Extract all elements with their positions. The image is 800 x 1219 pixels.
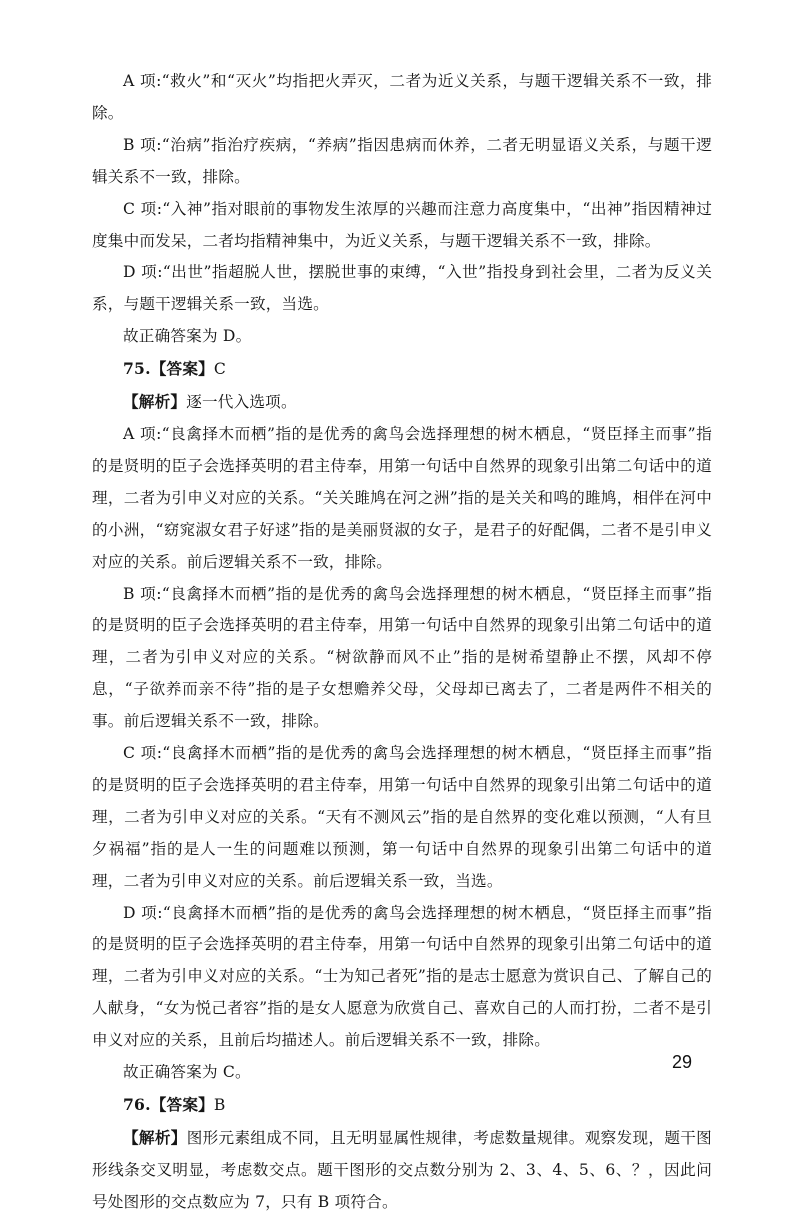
analysis-heading <box>92 1122 712 1219</box>
paragraph-text: D 项:“良禽择木而栖”指的是优秀的禽鸟会选择理想的树木栖息，“贤臣择主而事”指的是贤明的臣子会选择英明的君主侍奉，用第一句话中自然界的现象引出第二句话中的道理，二者为引申义对应的关系。“士为知己者死”指的是志士愿意为赏识自己、了解自己的人献身，“女为悦己者容”指的是女人愿意为欣赏自己、喜欢自己的人而打扮，二者不是引申义对应的关系，且前后均描述人。前后逻辑关系不一致，排除。 <box>92 903 712 1050</box>
paragraph <box>92 1057 712 1089</box>
analysis-label: 【解析】 <box>123 392 187 412</box>
paragraph-text: A 项:“良禽择木而栖”指的是优秀的禽鸟会选择理想的树木栖息，“贤臣择主而事”指的是贤明的臣子会选择英明的君主侍奉，用第一句话中自然界的现象引出第二句话中的道理，二者为引申义对应的关系。“关关雎鸠在河之洲”指的是关关和鸣的雎鸠，相伴在河中的小洲，“窈窕淑女君子好逑”指的是美丽贤淑的女子，是君子的好配偶，二者不是引申义对应的关系。前后逻辑关系不一致，排除。 <box>92 424 712 571</box>
paragraph <box>92 194 712 258</box>
paragraph <box>92 321 712 353</box>
paragraph-text: B 项:“良禽择木而栖”指的是优秀的禽鸟会选择理想的树木栖息，“贤臣择主而事”指的是贤明的臣子会选择英明的君主侍奉，用第一句话中自然界的现象引出第二句话中的道理，二者为引申义对应的关系。“树欲静而风不止”指的是树希望静止不摆，风却不停息，“子欲养而亲不待”指的是子女想赡养父母，父母却已离去了，二者是两件不相关的事。前后逻辑关系不一致，排除。 <box>92 584 712 731</box>
paragraph-text: D 项:“出世”指超脱人世，摆脱世事的束缚，“入世”指投身到社会里，二者为反义关系，与题干逻辑关系一致，当选。 <box>92 263 712 314</box>
paragraph-text: C 项:“良禽择木而栖”指的是优秀的禽鸟会选择理想的树木栖息，“贤臣择主而事”指的是贤明的臣子会选择英明的君主侍奉，用第一句话中自然界的现象引出第二句话中的道理，二者为引申义对应的关系。“天有不测风云”指的是自然界的变化难以预测，“人有旦夕祸福”指的是人一生的问题难以预测，第一句话中自然界的现象引出第二句话中的道理，二者为引申义对应的关系。前后逻辑关系一致，当选。 <box>92 744 712 890</box>
paragraph <box>92 419 712 579</box>
page-number: 29 <box>672 1052 693 1072</box>
paragraph <box>92 579 712 739</box>
answer-label: 75.【答案】 <box>123 359 214 379</box>
paragraph <box>92 257 712 321</box>
paragraph-text: 故正确答案为 D。 <box>123 327 252 346</box>
answer-value: C <box>213 360 227 379</box>
paragraph <box>92 66 712 130</box>
paragraph <box>92 898 712 1058</box>
paragraph-text: 故正确答案为 C。 <box>123 1063 251 1082</box>
paragraph <box>92 130 712 194</box>
answer-label: 76.【答案】 <box>123 1095 214 1114</box>
body-text <box>92 66 712 1219</box>
analysis-label: 【解析】 <box>123 1127 187 1147</box>
answer-heading <box>92 353 712 386</box>
answer-value: B <box>213 1096 226 1114</box>
paragraph-text: A 项:“救火”和“灭火”均指把火弄灭，二者为近义关系，与题干逻辑关系不一致，排除。 <box>92 72 712 122</box>
analysis-heading <box>92 386 712 419</box>
paragraph-text: C 项:“入神”指对眼前的事物发生浓厚的兴趣而注意力高度集中，“出神”指因精神过度集中而发呆，二者均指精神集中，为近义关系，与题干逻辑关系不一致，排除。 <box>92 199 712 250</box>
paragraph-text: B 项:“治病”指治疗疾病，“养病”指因患病而休养，二者无明显语义关系，与题干逻辑关系不一致，排除。 <box>92 135 712 186</box>
analysis-text: 图形元素组成不同，且无明显属性规律，考虑数量规律。观察发现，题干图形线条交叉明显，考虑数交点。题干图形的交点数分别为 2、3、4、5、6、？，因此问号处图形的交点数应为 7，只有 B 项符合。 <box>92 1128 712 1211</box>
paragraph <box>92 738 712 898</box>
answer-heading <box>92 1089 712 1122</box>
analysis-text: 逐一代入选项。 <box>186 393 297 412</box>
